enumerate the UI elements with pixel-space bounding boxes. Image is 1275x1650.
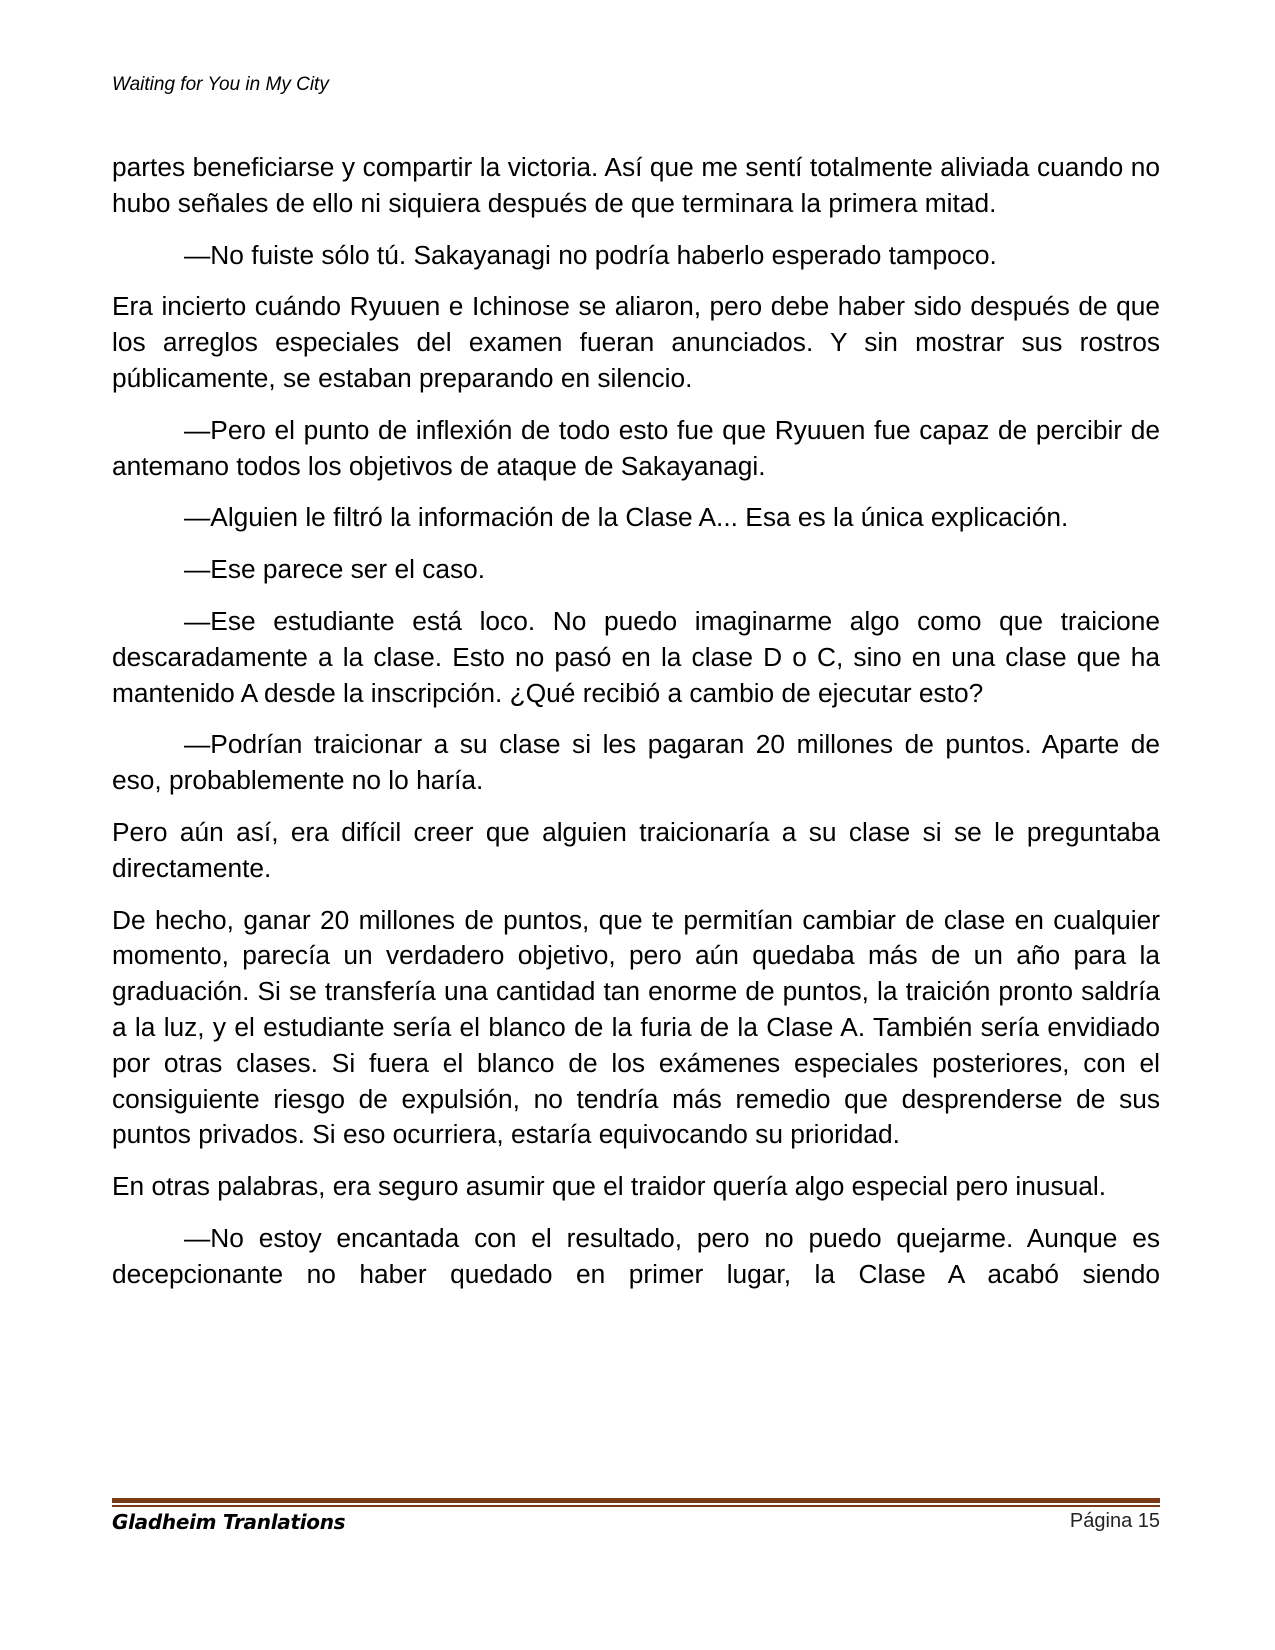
dialogue-paragraph: —No fuiste sólo tú. Sakayanagi no podría haberlo esperado tampoco. — [184, 239, 997, 270]
dialogue-paragraph: —Alguien le filtró la información de la Clase A... Esa es la única explicación. — [184, 502, 1069, 533]
footer-publisher: Gladheim Tranlations — [112, 1510, 346, 1534]
dialogue-paragraph: —Pero el punto de inflexión de todo esto fue que Ryuuen fue capaz de percibir de antemano todos los objetivos de ataque de Sakayanagi. — [112, 414, 1160, 481]
body-text — [112, 150, 1160, 1309]
dialogue-paragraph: —No estoy encantada con el resultado, pero no puedo quejarme. Aunque es decepcionante no haber quedado en primer lugar, la Clase A acabó siendo — [112, 1222, 1160, 1289]
dialogue-paragraph: —Podrían traicionar a su clase si les pagaran 20 millones de puntos. Aparte de eso, probablemente no lo haría. — [112, 729, 1160, 796]
paragraph: Pero aún así, era difícil creer que alguien traicionaría a su clase si se le preguntaba directamente. — [112, 816, 1160, 883]
paragraph: En otras palabras, era seguro asumir que el traidor quería algo especial pero inusual. — [112, 1171, 1107, 1202]
dialogue-paragraph: —Ese parece ser el caso. — [184, 554, 486, 585]
footer-divider — [112, 1498, 1160, 1507]
footer-page-number: Página 15 — [1069, 1510, 1160, 1532]
paragraph: Era incierto cuándo Ryuuen e Ichinose se aliaron, pero debe haber sido después de que los arreglos especiales del examen fueran anunciados. Y sin mostrar sus rostros públicamente, se estaban preparando en silencio. — [112, 291, 1160, 393]
paragraph: De hecho, ganar 20 millones de puntos, que te permitían cambiar de clase en cualquier momento, parecía un verdadero objetivo, pero aún quedaba más de un año para la graduación. Si se transfería una cantidad tan enorme de puntos, la traición pronto saldría a la luz, y el estudiante sería el blanco de la furia de la Clase A. También sería envidiado por otras clases. Si fuera el blanco de los exámenes especiales posteriores, con el consiguiente riesgo de expulsión, no tendría más remedio que desprenderse de sus puntos privados. Si eso ocurriera, estaría equivocando su prioridad. — [112, 904, 1160, 1150]
dialogue-paragraph: —Ese estudiante está loco. No puedo imaginarme algo como que traicione descaradamente a la clase. Esto no pasó en la clase D o C, sino en una clase que ha mantenido A desde la inscripción. ¿Qué recibió a cambio de ejecutar esto? — [112, 605, 1160, 708]
page-header-title: Waiting for You in My City — [112, 74, 329, 95]
paragraph: partes beneficiarse y compartir la victoria. Así que me sentí totalmente aliviada cuando no hubo señales de ello ni siquiera después de que terminara la primera mitad. — [112, 152, 1160, 218]
